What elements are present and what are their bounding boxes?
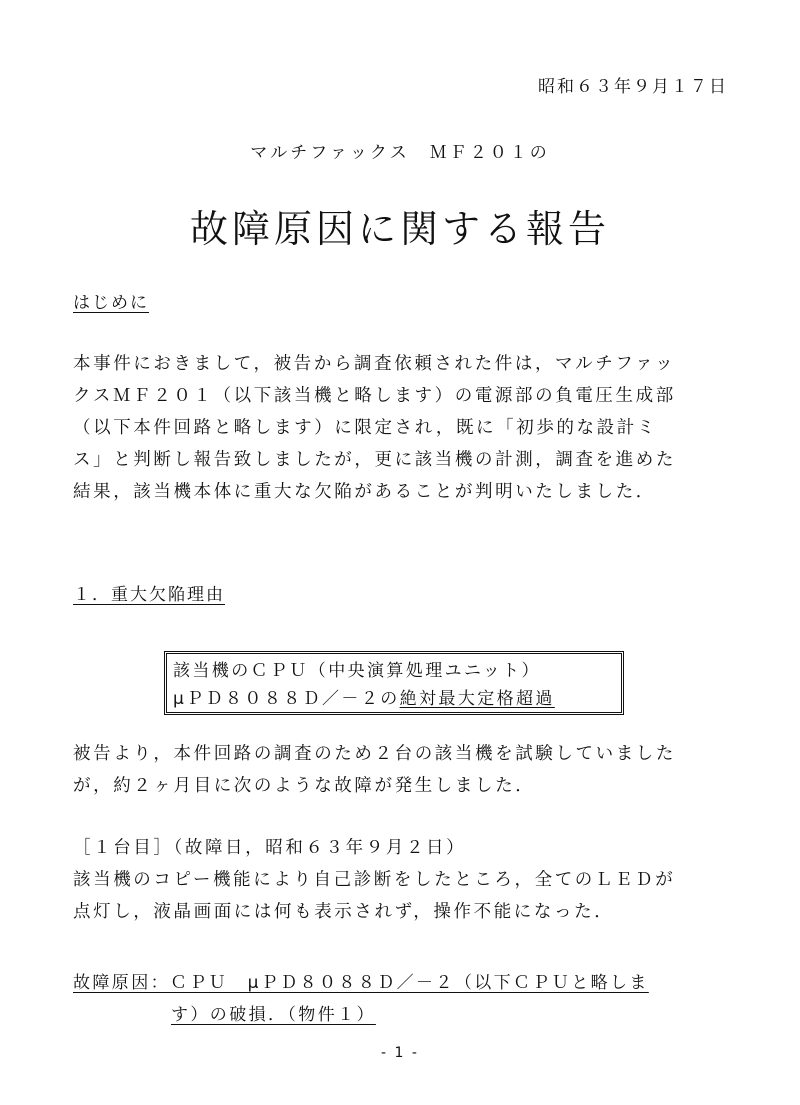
unit1-line: 点灯し，液晶画面には何も表示されず，操作不能になった． [73, 902, 615, 922]
section1-heading: １．重大欠陥理由 [73, 585, 225, 605]
intro-line: 結果，該当機本体に重大な欠陥があることが判明いたしました． [73, 482, 656, 502]
page-number: - 1 - [381, 1045, 419, 1061]
test-paragraph [73, 738, 676, 802]
box-line-2-emphasis: 絶対最大定格超過 [399, 689, 555, 709]
box-line-2 [173, 685, 621, 713]
unit1-line: ［１台目］（故障日，昭和６３年９月２日） [73, 838, 467, 858]
test-line: 被告より，本件回路の調査のため２台の該当機を試験していました [73, 744, 676, 764]
intro-line: （以下本件回路と略します）に限定され，既に「初歩的な設計ミ [73, 418, 657, 438]
intro-line: ス」と判断し報告致しましたが，更に該当機の計測，調査を進めた [73, 450, 676, 470]
failure-cause-line-2: す）の破損．（物件１） [171, 1005, 376, 1025]
intro-paragraph [73, 348, 676, 508]
failure-cause [73, 967, 649, 1031]
failure-cause-line-1: 故障原因：ＣＰＵ μＰＤ８０８８Ｄ／－２（以下ＣＰＵと略しま [73, 973, 649, 993]
box-line-1: 該当機のＣＰＵ（中央演算処理ユニット） [173, 661, 541, 681]
unit1-line: 該当機のコピー機能により自己診断をしたところ，全てのＬＥＤが [73, 870, 676, 890]
intro-heading: はじめに [73, 293, 149, 313]
unit1-paragraph [73, 832, 675, 928]
document-subtitle: マルチファックス ＭＦ２０１の [250, 143, 550, 163]
box-line-2-prefix: μＰＤ８０８８Ｄ／－２の [173, 689, 400, 709]
intro-line: クスＭＦ２０１（以下該当機と略します）の電源部の負電圧生成部 [73, 386, 676, 406]
intro-line: 本事件におきまして，被告から調査依頼された件は，マルチファッ [73, 354, 676, 374]
defect-summary-box [164, 651, 624, 715]
document-title: 故障原因に関する報告 [189, 207, 610, 251]
document-date: 昭和６３年９月１７日 [538, 77, 728, 97]
test-line: が，約２ヶ月目に次のような故障が発生しました． [73, 776, 536, 796]
